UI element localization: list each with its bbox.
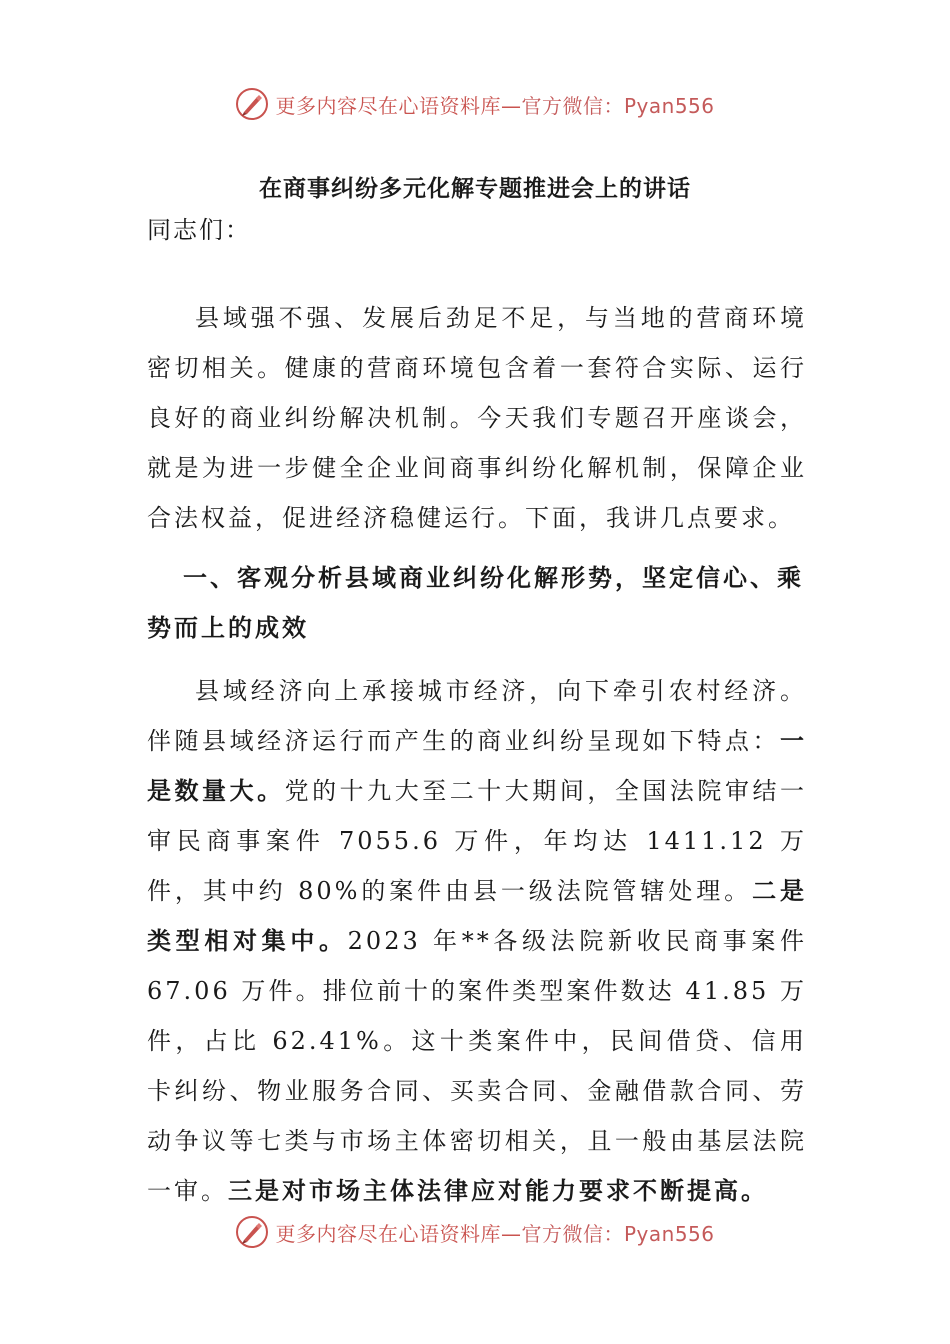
watermark-text — [275, 1218, 714, 1247]
watermark-wechat-label: 官方微信： — [521, 93, 624, 118]
para2-text-2: 党的十九大至二十大期间，全国法院审结一审民商事案件 7055.6 万件，年均达 1411.12 万件，其中约 80%的案件由县一级法院管辖处理。 — [147, 777, 807, 905]
watermark-wechat-id: Pyan556 — [623, 1221, 715, 1246]
paragraph-section-1 — [147, 666, 807, 1216]
para2-text-1: 县域经济向上承接城市经济，向下牵引农村经济。伴随县域经济运行而产生的商业纠纷呈现如下特点： — [147, 677, 807, 755]
section-heading-1: 一、客观分析县域商业纠纷化解形势，坚定信心、乘势而上的成效 — [147, 563, 804, 642]
watermark-separator: — — [500, 93, 522, 118]
watermark-separator: — — [500, 1221, 522, 1246]
watermark-wechat-id: Pyan556 — [623, 93, 715, 118]
watermark-header — [0, 84, 950, 124]
watermark-text — [275, 90, 714, 119]
para2-bold-2: 二是类型相对集中。 — [147, 876, 807, 955]
pen-logo-icon — [235, 1215, 269, 1249]
watermark-wechat-label: 官方微信： — [521, 1221, 624, 1246]
watermark-cn: 更多内容尽在心语资料库 — [275, 1221, 501, 1246]
para2-bold-3: 三是对市场主体法律应对能力要求不断提高。 — [228, 1176, 768, 1205]
paragraph-intro: 县域强不强、发展后劲足不足，与当地的营商环境密切相关。健康的营商环境包含着一套符合实际、运行良好的商业纠纷解决机制。今天我们专题召开座谈会，就是为进一步健全企业间商事纠纷化解机制，保障企业合法权益，促进经济稳健运行。下面，我讲几点要求。 — [147, 304, 807, 532]
para2-text-3: 2023 年**各级法院新收民商事案件 67.06 万件。排位前十的案件类型案件数达 41.85 万件，占比 62.41%。这十类案件中，民间借贷、信用卡纠纷、物业服务合同、买卖合同、金融借款合同、劳动争议等七类与市场主体密切相关，且一般由基层法院一审。 — [147, 927, 807, 1205]
document-title: 在商事纠纷多元化解专题推进会上的讲话 — [259, 175, 691, 202]
para2-bold-1: 一是数量大。 — [147, 726, 807, 805]
watermark-footer — [0, 1212, 950, 1252]
pen-logo-icon — [235, 87, 269, 121]
watermark-cn: 更多内容尽在心语资料库 — [275, 93, 501, 118]
salutation: 同志们： — [147, 216, 251, 244]
